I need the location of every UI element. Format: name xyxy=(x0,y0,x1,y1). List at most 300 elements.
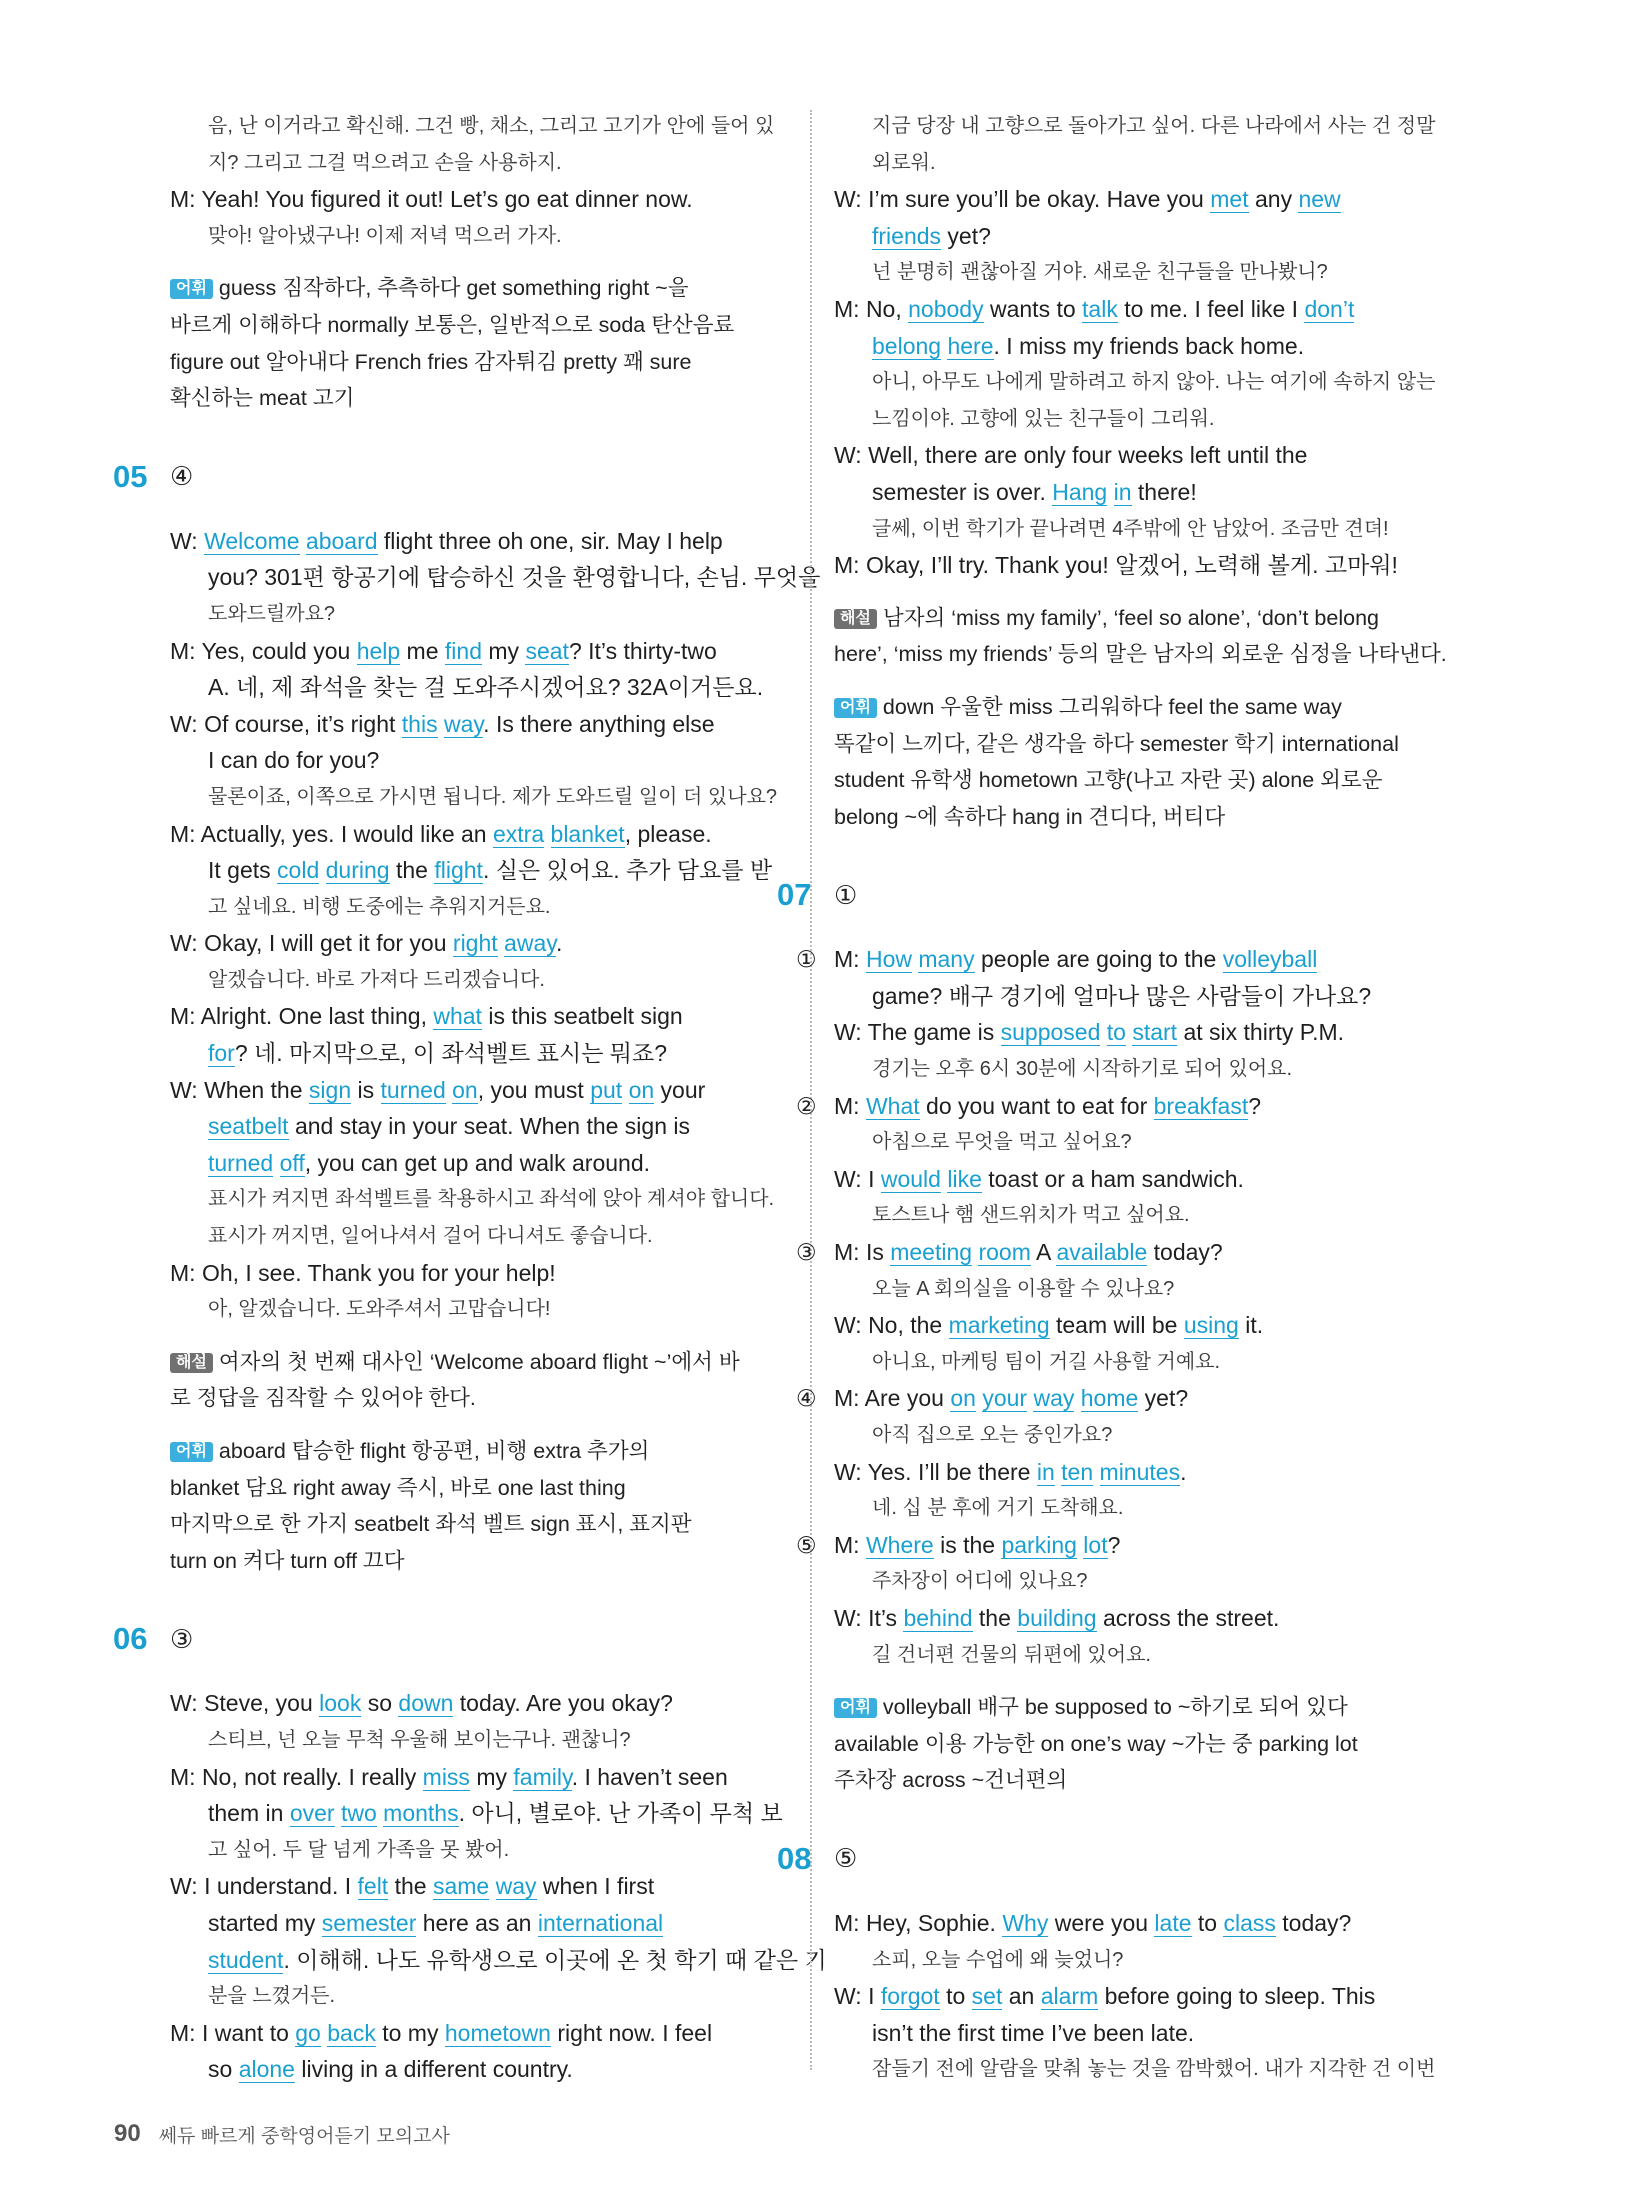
text-segment: toast or a ham sandwich. xyxy=(981,1165,1244,1192)
korean-translation-line xyxy=(170,145,782,182)
blank-answer: back xyxy=(327,2019,376,2046)
text-segment: do you want to eat for xyxy=(919,1092,1154,1119)
text-segment: today? xyxy=(1275,1909,1352,1936)
text-segment: W: I understand. I xyxy=(170,1873,358,1900)
text-segment xyxy=(489,1873,495,1899)
text-segment: wants to xyxy=(983,295,1083,322)
dialogue-line xyxy=(170,852,782,889)
blank-answer: belong xyxy=(872,332,942,359)
blank-answer: away xyxy=(504,930,557,957)
text-segment: ? xyxy=(1248,1092,1262,1119)
dialogue-line xyxy=(170,669,782,706)
text-segment: blanket 담요 right away 즉시, 바로 one last thing xyxy=(170,1475,626,1500)
blank-answer: cold xyxy=(277,857,320,884)
dialogue-line xyxy=(170,998,782,1035)
text-segment: to my xyxy=(375,2019,445,2046)
text-segment xyxy=(438,711,444,737)
text-segment: M: Are you xyxy=(834,1385,951,1412)
text-segment: me xyxy=(400,637,445,664)
dialogue-line xyxy=(170,1685,782,1722)
text-segment: across the street. xyxy=(1096,1604,1280,1631)
text-segment: people are going to the xyxy=(974,946,1223,973)
dialogue-line xyxy=(170,1759,782,1796)
dialogue-line xyxy=(170,816,782,853)
blank-answer: miss xyxy=(422,1763,470,1790)
korean-translation-line xyxy=(170,962,782,999)
text-segment: 네. 십 분 후에 거기 도착해요. xyxy=(872,1497,1124,1520)
question-header xyxy=(113,447,782,507)
spacer xyxy=(834,673,1484,689)
dialogue-line xyxy=(834,1978,1484,2015)
text-segment: today? xyxy=(1147,1239,1223,1266)
dialogue-line xyxy=(834,474,1484,511)
text-segment: , please. xyxy=(624,820,712,847)
text-segment: is xyxy=(351,1076,381,1103)
text-segment xyxy=(1107,479,1113,505)
blank-answer: blanket xyxy=(550,820,625,847)
text-segment xyxy=(273,1150,279,1176)
blank-answer: during xyxy=(325,857,390,884)
text-segment: 고 싶어. 두 달 넘게 가족을 못 봤어. xyxy=(208,1838,510,1861)
korean-translation-line xyxy=(170,889,782,926)
blank-answer: would xyxy=(880,1165,941,1192)
text-segment: 표시가 꺼지면, 일어나셔서 걸어 다니셔도 좋습니다. xyxy=(208,1225,653,1248)
blank-answer: lot xyxy=(1083,1531,1108,1558)
blank-answer: nobody xyxy=(908,295,984,322)
text-segment: 토스트나 햄 샌드위치가 먹고 싶어요. xyxy=(872,1204,1190,1227)
text-segment: so xyxy=(361,1690,399,1717)
blank-answer: supposed xyxy=(1000,1019,1101,1046)
blank-answer: international xyxy=(537,1909,664,1936)
text-segment: when I first xyxy=(536,1873,655,1900)
text-segment: W: I xyxy=(834,1983,881,2010)
blank-answer: ten xyxy=(1061,1458,1094,1485)
text-segment xyxy=(319,857,325,883)
korean-translation-line xyxy=(834,1942,1484,1979)
dialogue-line xyxy=(834,291,1484,328)
text-segment: 스티브, 넌 오늘 무척 우울해 보이는구나. 괜찮니? xyxy=(208,1728,631,1751)
text-segment: 아니, 아무도 나에게 말하려고 하지 않아. 나는 여기에 속하지 않는 xyxy=(872,371,1436,394)
blank-answer: months xyxy=(383,1800,459,1827)
answer-mark: ⑤ xyxy=(834,1843,858,1874)
blank-answer: down xyxy=(398,1690,454,1717)
spacer xyxy=(170,417,782,447)
text-segment: 여자의 첫 번째 대사인 ‘Welcome aboard flight ~’에서 바 xyxy=(218,1349,740,1374)
text-segment: 알겠습니다. 바로 가져다 드리겠습니다. xyxy=(208,968,545,991)
blank-answer: minutes xyxy=(1099,1458,1181,1485)
text-segment: to me. I feel like I xyxy=(1117,295,1305,322)
dialogue-line xyxy=(834,1454,1484,1491)
text-segment: it. xyxy=(1238,1312,1264,1339)
text-segment: 분을 느꼈거든. xyxy=(208,1985,336,2008)
text-segment: W: It’s xyxy=(834,1604,904,1631)
blank-answer: available xyxy=(1056,1239,1148,1266)
blank-answer: forgot xyxy=(880,1983,940,2010)
note-line xyxy=(834,726,1484,763)
answer-mark: ③ xyxy=(170,1623,194,1654)
spacer xyxy=(170,254,782,270)
text-segment: 소피, 오늘 수업에 왜 늦었니? xyxy=(872,1948,1124,1971)
dialogue-line xyxy=(170,181,782,218)
blank-answer: put xyxy=(590,1076,623,1103)
note-line xyxy=(834,636,1484,673)
blank-answer: How xyxy=(865,946,912,973)
dialogue-line xyxy=(834,1014,1484,1051)
text-segment: there! xyxy=(1131,478,1197,505)
blank-answer: alarm xyxy=(1040,1983,1099,2010)
blank-answer: family xyxy=(513,1763,572,1790)
spacer xyxy=(834,1673,1484,1689)
korean-translation-line xyxy=(170,1722,782,1759)
text-segment: is the xyxy=(933,1531,1002,1558)
text-segment: W: Yes. I’ll be there xyxy=(834,1458,1037,1485)
text-segment: 길 건너편 건물의 뒤편에 있어요. xyxy=(872,1643,1151,1666)
text-segment xyxy=(335,1800,341,1826)
blank-answer: student xyxy=(208,1946,284,1973)
dialogue-line xyxy=(170,1868,782,1905)
blank-answer: don’t xyxy=(1304,295,1355,322)
text-segment: is this seatbelt sign xyxy=(481,1003,683,1030)
note-line xyxy=(834,600,1484,637)
text-segment: ? It’s thirty-two xyxy=(568,637,717,664)
korean-translation-line xyxy=(170,1291,782,1328)
blank-answer: your xyxy=(982,1385,1028,1412)
dialogue-line xyxy=(170,1108,782,1145)
note-line xyxy=(170,1543,782,1580)
blank-answer: met xyxy=(1210,186,1249,213)
answer-mark: ① xyxy=(834,879,858,910)
question-number: 06 xyxy=(113,1621,148,1657)
dialogue-line xyxy=(834,1161,1484,1198)
blank-answer: set xyxy=(971,1983,1003,2010)
text-segment: . xyxy=(556,930,563,957)
text-segment: M: xyxy=(834,1531,866,1558)
korean-translation-line xyxy=(834,511,1484,548)
blank-answer: for xyxy=(208,1040,235,1067)
blank-answer: behind xyxy=(903,1604,973,1631)
dialogue-line xyxy=(170,1035,782,1072)
dialogue-line xyxy=(834,1600,1484,1637)
blank-answer: sign xyxy=(308,1076,352,1103)
spacer xyxy=(834,835,1484,865)
text-segment: M: Yes, could you xyxy=(170,637,357,664)
blank-answer: turned xyxy=(380,1076,446,1103)
note-line xyxy=(170,1506,782,1543)
korean-translation-line xyxy=(170,1181,782,1218)
text-segment: A. 네, 제 좌석을 찾는 걸 도와주시겠어요? 32A이거든요. xyxy=(208,674,764,701)
blank-answer: building xyxy=(1017,1604,1097,1631)
note-line xyxy=(170,1380,782,1417)
korean-translation-line xyxy=(834,364,1484,401)
text-segment: 잠들기 전에 알람을 맞춰 놓는 것을 깜박했어. 내가 지각한 건 이번 xyxy=(872,2058,1436,2081)
korean-translation-line xyxy=(834,2051,1484,2088)
text-segment: volleyball 배구 be supposed to ~하기로 되어 있다 xyxy=(882,1695,1348,1720)
option-number: ③ xyxy=(796,1239,817,1266)
text-segment: M: Oh, I see. Thank you for your help! xyxy=(170,1259,556,1286)
text-segment: 주차장이 어디에 있나요? xyxy=(872,1570,1088,1593)
text-segment: belong ~에 속하다 hang in 견디다, 버티다 xyxy=(834,804,1226,829)
text-segment: ? 네. 마지막으로, 이 좌석벨트 표시는 뭐죠? xyxy=(234,1040,668,1067)
question-number: 05 xyxy=(113,458,148,494)
spacer xyxy=(170,1579,782,1609)
text-segment: M: xyxy=(834,1092,866,1119)
blank-answer: class xyxy=(1223,1909,1276,1936)
blank-answer: extra xyxy=(493,820,545,847)
text-segment: yet? xyxy=(941,222,991,249)
text-segment: at six thirty P.M. xyxy=(1177,1019,1345,1046)
page-number: 90 xyxy=(114,2120,141,2147)
text-segment: 넌 분명히 괜찮아질 거야. 새로운 친구들을 만나봤니? xyxy=(872,261,1328,284)
text-segment: . I miss my friends back home. xyxy=(993,332,1305,359)
blank-answer: on xyxy=(950,1385,976,1412)
note-line xyxy=(834,1762,1484,1799)
korean-translation-line xyxy=(170,1832,782,1869)
text-segment: right now. I feel xyxy=(550,2019,713,2046)
spacer xyxy=(170,1417,782,1433)
text-segment: my xyxy=(482,637,526,664)
text-segment: 외로워. xyxy=(872,151,936,174)
note-line xyxy=(834,1726,1484,1763)
question-header xyxy=(777,865,1484,925)
dialogue-line xyxy=(834,1307,1484,1344)
korean-translation-line xyxy=(170,108,782,145)
text-segment: so xyxy=(208,2056,239,2083)
blank-answer: right xyxy=(452,930,498,957)
text-segment: 바르게 이해하다 normally 보통은, 일반적으로 soda 탄산음료 xyxy=(170,312,735,337)
text-segment: 지? 그리고 그걸 먹으려고 손을 사용하지. xyxy=(208,151,562,174)
text-segment: 물론이죠, 이쪽으로 가시면 됩니다. 제가 도와드릴 일이 더 있나요? xyxy=(208,785,778,808)
text-segment: to xyxy=(939,1983,972,2010)
text-segment: W: Okay, I will get it for you xyxy=(170,930,453,957)
text-segment xyxy=(1100,1019,1106,1045)
blank-answer: Hang xyxy=(1052,478,1108,505)
blank-answer: way xyxy=(443,710,484,737)
text-segment: the xyxy=(972,1604,1018,1631)
note-line xyxy=(170,344,782,381)
korean-translation-line xyxy=(834,1417,1484,1454)
text-segment: semester is over. xyxy=(872,478,1053,505)
dialogue-line xyxy=(796,1380,1484,1417)
text-segment: M: Alright. One last thing, xyxy=(170,1003,434,1030)
dialogue-line xyxy=(170,1905,782,1942)
text-segment: 도와드릴까요? xyxy=(208,602,336,625)
text-segment: were you xyxy=(1048,1909,1155,1936)
text-segment: W: I xyxy=(834,1165,881,1192)
blank-answer: Where xyxy=(865,1531,934,1558)
blank-answer: off xyxy=(279,1149,305,1176)
korean-translation-line xyxy=(834,1197,1484,1234)
vocabulary-tag: 어휘 xyxy=(170,279,213,299)
blank-answer: start xyxy=(1132,1019,1178,1046)
blank-answer: room xyxy=(978,1239,1031,1266)
text-segment xyxy=(1074,1385,1080,1411)
text-segment: I can do for you? xyxy=(208,747,380,774)
blank-answer: in xyxy=(1113,478,1132,505)
blank-answer: flight xyxy=(434,857,483,884)
text-segment: yet? xyxy=(1138,1385,1189,1412)
text-segment xyxy=(544,821,550,847)
vocabulary-tag: 어휘 xyxy=(834,1698,877,1718)
spacer xyxy=(170,1328,782,1344)
text-segment: . 아니, 별로야. 난 가족이 무척 보 xyxy=(458,1800,783,1827)
text-segment: figure out 알아내다 French fries 감자튀김 pretty 꽤 sure xyxy=(170,349,692,374)
page-footer xyxy=(114,2120,450,2148)
dialogue-line xyxy=(170,1795,782,1832)
text-segment: turn on 켜다 turn off 끄다 xyxy=(170,1548,405,1573)
text-segment: W: The game is xyxy=(834,1019,1001,1046)
korean-translation-line xyxy=(170,596,782,633)
korean-translation-line xyxy=(834,108,1484,145)
dialogue-line xyxy=(834,437,1484,474)
blank-answer: hometown xyxy=(444,2019,551,2046)
text-segment: 고 싶네요. 비행 도중에는 추워지거든요. xyxy=(208,895,551,918)
text-segment: . 실은 있어요. 추가 담요를 받 xyxy=(482,857,773,884)
blank-answer: home xyxy=(1080,1385,1139,1412)
text-segment: down 우울한 miss 그리워하다 feel the same way xyxy=(882,694,1342,719)
vocabulary-tag: 어휘 xyxy=(834,698,877,718)
note-line xyxy=(834,799,1484,836)
spacer xyxy=(170,507,782,523)
text-segment: them in xyxy=(208,1800,290,1827)
text-segment: , you must xyxy=(477,1076,591,1103)
option-number: ① xyxy=(796,946,817,973)
text-segment: 마지막으로 한 가지 seatbelt 좌석 벨트 sign 표시, 표지판 xyxy=(170,1512,692,1537)
dialogue-line xyxy=(834,181,1484,218)
text-segment: W: No, the xyxy=(834,1312,949,1339)
dialogue-line xyxy=(170,1072,782,1109)
vocabulary-tag: 어휘 xyxy=(170,1442,213,1462)
text-segment: W: Well, there are only four weeks left until the xyxy=(834,442,1308,469)
blank-answer: in xyxy=(1036,1458,1055,1485)
dialogue-line xyxy=(170,706,782,743)
text-segment: here’, ‘miss my friends’ 등의 말은 남자의 외로운 심정을 나타낸다. xyxy=(834,642,1447,667)
text-segment: here as an xyxy=(416,1909,538,1936)
text-segment: M: No, not really. I really xyxy=(170,1763,423,1790)
korean-translation-line xyxy=(834,1124,1484,1161)
blank-answer: look xyxy=(319,1690,362,1717)
text-segment: 아니요, 마케팅 팀이 거길 사용할 거예요. xyxy=(872,1350,1221,1373)
blank-answer: parking xyxy=(1001,1531,1077,1558)
dialogue-line xyxy=(170,1942,827,1979)
note-line xyxy=(170,1344,782,1381)
text-segment: you? 301편 항공기에 탑승하신 것을 환영합니다, 손님. 무엇을 xyxy=(208,564,821,591)
dialogue-line xyxy=(170,1255,782,1292)
text-segment: , you can get up and walk around. xyxy=(304,1149,651,1176)
dialogue-line xyxy=(834,978,1484,1015)
text-segment: 느낌이야. 고향에 있는 친구들이 그리워. xyxy=(872,407,1215,430)
right-column xyxy=(777,108,1484,2088)
spacer xyxy=(834,1799,1484,1829)
korean-translation-line xyxy=(834,401,1484,438)
dialogue-line xyxy=(796,1234,1484,1271)
dialogue-line xyxy=(834,328,1484,365)
text-segment: my xyxy=(469,1763,514,1790)
text-segment: 똑같이 느끼다, 같은 생각을 하다 semester 학기 international xyxy=(834,731,1399,756)
blank-answer: many xyxy=(918,946,975,973)
korean-translation-line xyxy=(170,218,782,255)
spacer xyxy=(170,1669,782,1685)
note-line xyxy=(834,762,1484,799)
dialogue-line xyxy=(170,925,782,962)
blank-answer: what xyxy=(433,1003,482,1030)
dialogue-line xyxy=(834,218,1484,255)
dialogue-line xyxy=(170,742,782,779)
text-segment: any xyxy=(1248,186,1299,213)
text-segment xyxy=(622,1077,628,1103)
dialogue-line xyxy=(170,523,782,560)
blank-answer: over xyxy=(289,1800,335,1827)
text-segment: 아, 알겠습니다. 도와주셔서 고맙습니다! xyxy=(208,1298,551,1321)
text-segment: and stay in your seat. When the sign is xyxy=(288,1113,690,1140)
spacer xyxy=(834,584,1484,600)
text-segment: W: Of course, it’s right xyxy=(170,710,402,737)
explanation-tag: 해설 xyxy=(170,1353,213,1373)
blank-answer: seatbelt xyxy=(208,1113,289,1140)
option-number: ② xyxy=(796,1092,817,1119)
text-segment: M: Yeah! You figured it out! Let’s go eat dinner now. xyxy=(170,186,693,213)
option-number: ⑤ xyxy=(796,1531,817,1558)
text-segment: started my xyxy=(208,1909,322,1936)
question-number: 07 xyxy=(777,877,812,913)
text-segment: 확신하는 meat 고기 xyxy=(170,386,355,411)
dialogue-line xyxy=(170,2051,782,2088)
text-segment: M: Actually, yes. I would like an xyxy=(170,820,493,847)
text-segment: . xyxy=(1180,1458,1187,1485)
question-number: 08 xyxy=(777,1840,812,1876)
note-line xyxy=(170,270,782,307)
blank-answer: What xyxy=(865,1092,920,1119)
text-segment: . 이해해. 나도 유학생으로 이곳에 온 첫 학기 때 같은 기 xyxy=(283,1946,827,1973)
text-segment: the xyxy=(388,1873,433,1900)
blank-answer: go xyxy=(295,2019,321,2046)
text-segment: M: No, xyxy=(834,295,909,322)
blank-answer: turned xyxy=(208,1149,274,1176)
text-segment: today. Are you okay? xyxy=(453,1690,673,1717)
text-segment: aboard 탑승한 flight 항공편, 비행 extra 추가의 xyxy=(218,1439,650,1463)
blank-answer: on xyxy=(628,1076,655,1103)
text-segment: game? 배구 경기에 얼마나 많은 사람들이 가나요? xyxy=(872,982,1372,1009)
text-segment: an xyxy=(1002,1983,1041,2010)
text-segment: flight three oh one, sir. May I help xyxy=(377,527,723,554)
text-segment: 남자의 ‘miss my family’, ‘feel so alone’, ‘don’t belong xyxy=(882,605,1379,630)
text-segment: 글쎄, 이번 학기가 끝나려면 4주밖에 안 남았어. 조금만 견뎌! xyxy=(872,517,1389,540)
dialogue-line xyxy=(796,1088,1484,1125)
note-line xyxy=(834,1689,1484,1726)
text-segment: . I haven’t seen xyxy=(571,1763,728,1790)
korean-translation-line xyxy=(834,1637,1484,1674)
blank-answer: way xyxy=(495,1873,537,1900)
blank-answer: late xyxy=(1154,1909,1192,1936)
option-number: ④ xyxy=(796,1385,817,1412)
note-line xyxy=(170,380,782,417)
blank-answer: to xyxy=(1106,1019,1126,1046)
korean-translation-line xyxy=(170,779,782,816)
text-segment: 지금 당장 내 고향으로 돌아가고 싶어. 다른 나라에서 사는 건 정말 xyxy=(872,115,1436,137)
blank-answer: like xyxy=(947,1165,982,1192)
text-segment: M: xyxy=(834,946,866,973)
korean-translation-line xyxy=(834,1344,1484,1381)
answer-mark: ④ xyxy=(170,461,194,492)
dialogue-line xyxy=(834,1905,1484,1942)
blank-answer: breakfast xyxy=(1153,1092,1249,1119)
text-segment: M: I want to xyxy=(170,2019,296,2046)
blank-answer: find xyxy=(444,637,482,664)
question-header xyxy=(113,1609,782,1669)
korean-translation-line xyxy=(170,1218,782,1255)
text-segment: M: Okay, I’ll try. Thank you! 알겠어, 노력해 볼게. 고마워! xyxy=(834,552,1398,579)
blank-answer: same xyxy=(432,1873,490,1900)
blank-answer: using xyxy=(1183,1312,1239,1339)
